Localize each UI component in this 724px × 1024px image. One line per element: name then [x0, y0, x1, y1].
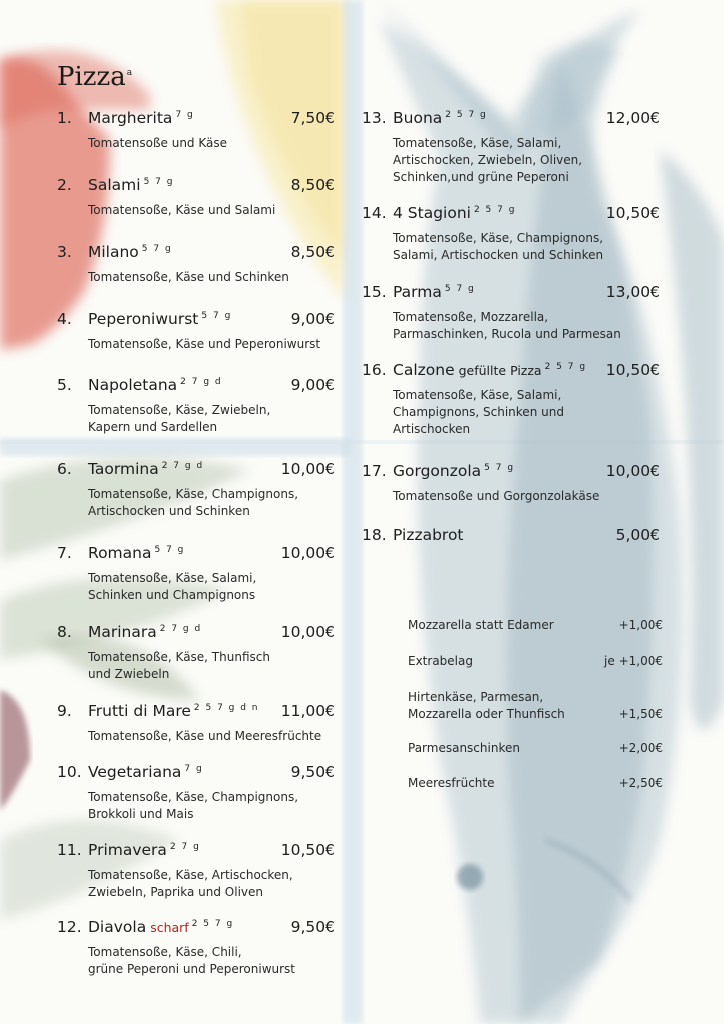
- item-number: 14.: [362, 204, 387, 222]
- item-description: Tomatensoße, Käse, Salami, Schinken und Champignons: [88, 571, 257, 602]
- extra-option: [408, 653, 663, 670]
- item-description: Tomatensoße, Käse, Thunfisch und Zwiebeln: [88, 650, 270, 681]
- item-name-line: [88, 763, 203, 781]
- item-name-line: [88, 460, 204, 478]
- item-number: 5.: [57, 376, 72, 394]
- item-name-line: [88, 702, 259, 720]
- item-name-line: [393, 109, 487, 127]
- item-price: 9,50€: [290, 918, 335, 936]
- item-name-line: [88, 623, 202, 641]
- item-price: 11,00€: [280, 702, 335, 720]
- item-name-line: [88, 918, 234, 936]
- item-price: 9,00€: [290, 376, 335, 394]
- extra-price: +2,00€: [618, 741, 663, 755]
- allergen-codes: 7 g: [175, 109, 195, 120]
- item-name-line: [393, 462, 515, 480]
- item-name-line: [393, 526, 464, 544]
- extra-price: je +1,00€: [604, 654, 663, 668]
- item-name: Pizzabrot: [393, 526, 464, 544]
- item-number: 10.: [57, 763, 82, 781]
- item-name: Parma: [393, 283, 442, 301]
- item-price: 10,50€: [605, 361, 660, 379]
- item-name-line: [88, 176, 174, 194]
- item-number: 18.: [362, 526, 387, 544]
- allergen-codes: 5 7 g: [143, 176, 174, 187]
- allergen-codes: 2 5 7 g d n: [193, 702, 260, 713]
- item-price: 10,00€: [280, 623, 335, 641]
- item-description: Tomatensoße, Käse, Salami, Artischocken, Zwiebeln, Oliven, Schinken,und grüne Peperoni: [393, 136, 583, 184]
- item-number: 6.: [57, 460, 72, 478]
- allergen-codes: 2 5 7 g: [544, 361, 587, 372]
- allergen-codes: 7 g: [184, 763, 204, 774]
- item-number: 16.: [362, 361, 387, 379]
- allergen-codes: 5 7 g: [141, 243, 173, 254]
- item-number: 7.: [57, 544, 72, 562]
- item-description: Tomatensoße, Käse und Salami: [88, 203, 276, 217]
- item-number: 8.: [57, 623, 72, 641]
- item-name: Margherita: [88, 109, 173, 127]
- page-title: Pizza$^a$: [57, 62, 133, 92]
- item-name: Marinara: [88, 623, 157, 641]
- extra-label: Mozzarella statt Edamer: [408, 618, 554, 632]
- item-price: 8,50€: [290, 176, 335, 194]
- item-number: 1.: [57, 109, 72, 127]
- item-price: 10,00€: [280, 544, 335, 562]
- allergen-codes: 2 7 g d: [180, 376, 223, 387]
- item-price: 10,00€: [280, 460, 335, 478]
- item-name: Romana: [88, 544, 152, 562]
- item-name: Napoletana: [88, 376, 178, 394]
- item-number: 17.: [362, 462, 387, 480]
- item-name: Primavera: [88, 841, 167, 859]
- item-name: 4 Stagioni: [393, 204, 471, 222]
- allergen-codes: 5 7 g: [484, 462, 515, 473]
- item-description: Tomatensoße, Käse, Artischocken, Zwiebeln, Paprika und Oliven: [88, 868, 293, 899]
- extra-label: Meeresfrüchte: [408, 776, 495, 790]
- item-name: Gorgonzola: [393, 462, 482, 480]
- item-number: 9.: [57, 702, 72, 720]
- item-price: 9,00€: [290, 310, 335, 328]
- allergen-note: a: [126, 68, 133, 79]
- item-name: Milano: [88, 243, 139, 261]
- allergen-codes: 2 5 7 g: [191, 918, 234, 929]
- item-price: 13,00€: [605, 283, 660, 301]
- item-number: 2.: [57, 176, 72, 194]
- item-description: Tomatensoße und Käse: [88, 136, 228, 150]
- item-name-line: [393, 204, 516, 222]
- allergen-codes: 2 5 7 g: [445, 109, 488, 120]
- item-description: Tomatensoße, Käse, Salami, Champignons, Schinken und Artischocken: [393, 388, 564, 436]
- item-description: Tomatensoße, Käse und Meeresfrüchte: [88, 729, 322, 743]
- item-name: Salami: [88, 176, 141, 194]
- item-price: 12,00€: [605, 109, 660, 127]
- item-price: 10,00€: [605, 462, 660, 480]
- extra-option: [408, 617, 663, 634]
- extra-label: Extrabelag: [408, 654, 473, 668]
- allergen-codes: 5 7 g: [154, 544, 185, 555]
- item-name-line: [88, 544, 185, 562]
- item-number: 15.: [362, 283, 387, 301]
- allergen-codes: 2 7 g d: [159, 623, 202, 634]
- extra-label: Parmesanschinken: [408, 741, 520, 755]
- extra-option: [408, 775, 663, 792]
- item-name: Diavola: [88, 918, 147, 936]
- item-name-line: [393, 283, 475, 301]
- extra-label: Hirtenkäse, Parmesan, Mozzarella oder Thunfisch: [408, 690, 565, 721]
- item-name: Peperoniwurst: [88, 310, 199, 328]
- item-price: 10,50€: [280, 841, 335, 859]
- item-note: gefüllte Pizza: [458, 363, 542, 378]
- extra-option: [408, 689, 663, 723]
- item-description: Tomatensoße, Käse, Champignons, Salami, Artischocken und Schinken: [393, 231, 604, 262]
- item-description: Tomatensoße, Käse, Chili, grüne Peperoni und Peperoniwurst: [88, 945, 296, 976]
- item-description: Tomatensoße und Gorgonzolakäse: [393, 489, 600, 503]
- allergen-codes: 5 7 g: [444, 283, 476, 294]
- item-number: 12.: [57, 918, 82, 936]
- allergen-codes: 5 7 g: [201, 310, 232, 321]
- item-name-line: [88, 243, 172, 261]
- extra-option: [408, 740, 663, 757]
- item-number: 13.: [362, 109, 387, 127]
- item-name: Buona: [393, 109, 443, 127]
- item-name-line: [88, 376, 222, 394]
- item-price: 9,50€: [290, 763, 335, 781]
- item-name-line: [88, 109, 194, 127]
- item-description: Tomatensoße, Käse, Champignons, Brokkoli und Mais: [88, 790, 299, 821]
- item-note: scharf: [150, 920, 189, 935]
- allergen-codes: 2 7 g: [169, 841, 201, 852]
- item-description: Tomatensoße, Käse, Champignons, Artischocken und Schinken: [88, 487, 299, 518]
- item-name: Frutti di Mare: [88, 702, 191, 720]
- item-price: 8,50€: [290, 243, 335, 261]
- item-name: Taormina: [88, 460, 159, 478]
- item-name: Calzone: [393, 361, 455, 379]
- item-name-line: [393, 361, 587, 379]
- allergen-codes: 2 7 g d: [161, 460, 204, 471]
- allergen-codes: 2 5 7 g: [473, 204, 516, 215]
- extra-price: +1,00€: [618, 618, 663, 632]
- item-description: Tomatensoße, Mozzarella, Parmaschinken, Rucola und Parmesan: [393, 310, 621, 341]
- item-description: Tomatensoße, Käse und Peperoniwurst: [88, 337, 321, 351]
- item-number: 11.: [57, 841, 82, 859]
- item-name: Vegetariana: [88, 763, 182, 781]
- item-description: Tomatensoße, Käse, Zwiebeln, Kapern und Sardellen: [88, 403, 271, 434]
- item-price: 7,50€: [290, 109, 335, 127]
- item-description: Tomatensoße, Käse und Schinken: [88, 270, 289, 284]
- item-name-line: [88, 310, 232, 328]
- item-price: 10,50€: [605, 204, 660, 222]
- item-name-line: [88, 841, 200, 859]
- extra-price: +2,50€: [618, 776, 663, 790]
- extra-price: +1,50€: [618, 707, 663, 721]
- item-number: 3.: [57, 243, 72, 261]
- item-number: 4.: [57, 310, 72, 328]
- item-price: 5,00€: [615, 526, 660, 544]
